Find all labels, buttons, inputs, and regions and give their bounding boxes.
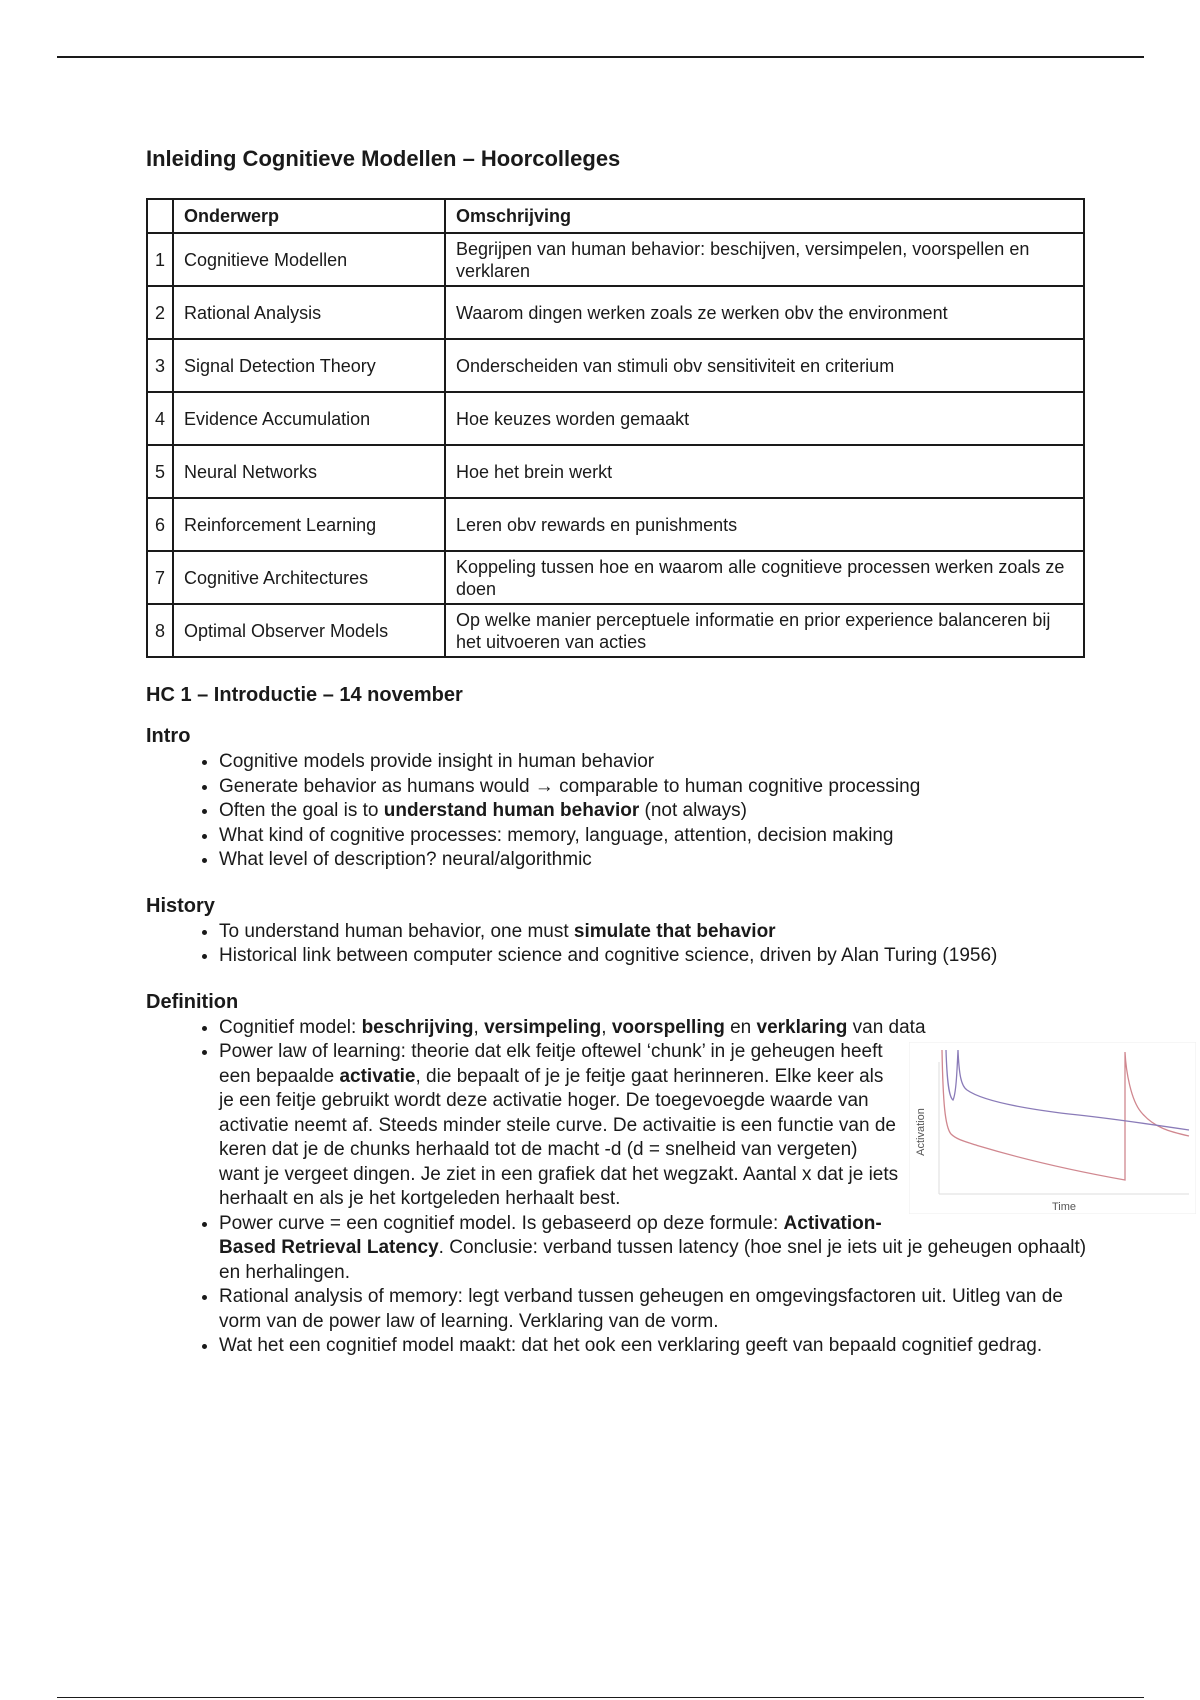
list-item: • Wat het een cognitief model maakt: dat het ook een verklaring geeft van bepaald cognitief gedrag. <box>219 1334 1096 1359</box>
activation-chart <box>909 1042 1196 1214</box>
list-item: • Historical link between computer science and cognitive science, driven by Alan Turing (1956) <box>219 944 1096 969</box>
row-num: 1 <box>147 233 173 286</box>
row-subject: Cognitieve Modellen <box>173 233 445 286</box>
row-subject: Reinforcement Learning <box>173 498 445 551</box>
chart-frame <box>909 1042 1196 1214</box>
top-rule <box>57 56 1144 58</box>
header-subject: Onderwerp <box>173 199 445 233</box>
row-description: Onderscheiden van stimuli obv sensitiviteit en criterium <box>445 339 1084 392</box>
list-item: • Often the goal is to understand human behavior (not always) <box>219 799 1096 824</box>
row-num: 8 <box>147 604 173 657</box>
row-subject: Signal Detection Theory <box>173 339 445 392</box>
intro-list <box>146 750 1096 873</box>
list-item: • Activation Time Power law of learning: theorie dat elk feitje oftewel ‘chunk’ in je geheugen heeft een bepaalde activatie, die bepaalt of je je feitje gaat herinneren. Elke keer als je een feitje gebruikt wordt deze activatie hoger. De toegevoegde waarde van activatie neemt af. Steeds minder steile curve. De activaitie is een functie van de keren dat je de chunks herhaald tot de macht -d (d = snelheid van vergeten) want je vergeet dingen. Je ziet in een grafiek dat het wegzakt. Aantal x dat je iets herhaalt en als je het kortgeleden herhaalt best. <box>219 1040 1096 1212</box>
header-num <box>147 199 173 233</box>
list-item: • To understand human behavior, one must simulate that behavior <box>219 920 1096 945</box>
table-row <box>147 551 1084 604</box>
row-num: 6 <box>147 498 173 551</box>
table-row <box>147 339 1084 392</box>
row-subject: Neural Networks <box>173 445 445 498</box>
document-title: Inleiding Cognitieve Modellen – Hoorcolleges <box>146 146 621 171</box>
y-axis-label: • Activation <box>915 1108 927 1156</box>
row-num: 4 <box>147 392 173 445</box>
row-description: Koppeling tussen hoe en waarom alle cognitieve processen werken zoals ze doen <box>445 551 1084 604</box>
row-subject: Rational Analysis <box>173 286 445 339</box>
row-subject: Optimal Observer Models <box>173 604 445 657</box>
row-description: Op welke manier perceptuele informatie en prior experience balanceren bij het uitvoeren van acties <box>445 604 1084 657</box>
list-item: • Power curve = een cognitief model. Is gebaseerd op deze formule: Activation-Based Retrieval Latency. Conclusie: verband tussen latency (hoe snel je iets uit je geheugen ophaalt) en herhalingen. <box>219 1212 1096 1286</box>
hc1-heading: HC 1 – Introductie – 14 november <box>146 684 463 706</box>
intro-heading: Intro <box>146 725 191 747</box>
definition-heading: Definition <box>146 990 239 1013</box>
table-row <box>147 233 1084 286</box>
history-list <box>146 920 1096 969</box>
row-subject: Cognitive Architectures <box>173 551 445 604</box>
row-description: Leren obv rewards en punishments <box>445 498 1084 551</box>
history-heading: History <box>146 894 215 917</box>
list-item: • Rational analysis of memory: legt verband tussen geheugen en omgevingsfactoren uit. Uitleg van de vorm van de power law of learning. Verklaring van de vorm. <box>219 1285 1096 1334</box>
list-item: • Cognitive models provide insight in human behavior <box>219 750 1096 775</box>
topics-table <box>146 198 1085 658</box>
row-num: 7 <box>147 551 173 604</box>
row-description: Hoe keuzes worden gemaakt <box>445 392 1084 445</box>
row-description: Waarom dingen werken zoals ze werken obv the environment <box>445 286 1084 339</box>
header-description: Omschrijving <box>445 199 1084 233</box>
row-num: 2 <box>147 286 173 339</box>
row-subject: Evidence Accumulation <box>173 392 445 445</box>
list-item: • Generate behavior as humans would → comparable to human cognitive processing <box>219 775 1096 800</box>
list-item: • What kind of cognitive processes: memory, language, attention, decision making <box>219 824 1096 849</box>
table-row <box>147 445 1084 498</box>
table-header-row <box>147 199 1084 233</box>
table-row <box>147 498 1084 551</box>
list-item: • Cognitief model: beschrijving, versimpeling, voorspelling en verklaring van data <box>219 1016 1096 1041</box>
document-body <box>146 140 1096 1381</box>
table-row <box>147 286 1084 339</box>
table-row <box>147 392 1084 445</box>
definition-list <box>146 1016 1096 1359</box>
row-description: Begrijpen van human behavior: beschijven, versimpelen, voorspellen en verklaren <box>445 233 1084 286</box>
row-num: 5 <box>147 445 173 498</box>
bottom-rule <box>57 1697 1144 1698</box>
list-item: • What level of description? neural/algorithmic <box>219 848 1096 873</box>
row-num: 3 <box>147 339 173 392</box>
row-description: Hoe het brein werkt <box>445 445 1084 498</box>
table-row <box>147 604 1084 657</box>
x-axis-label: Time <box>1051 1201 1077 1213</box>
